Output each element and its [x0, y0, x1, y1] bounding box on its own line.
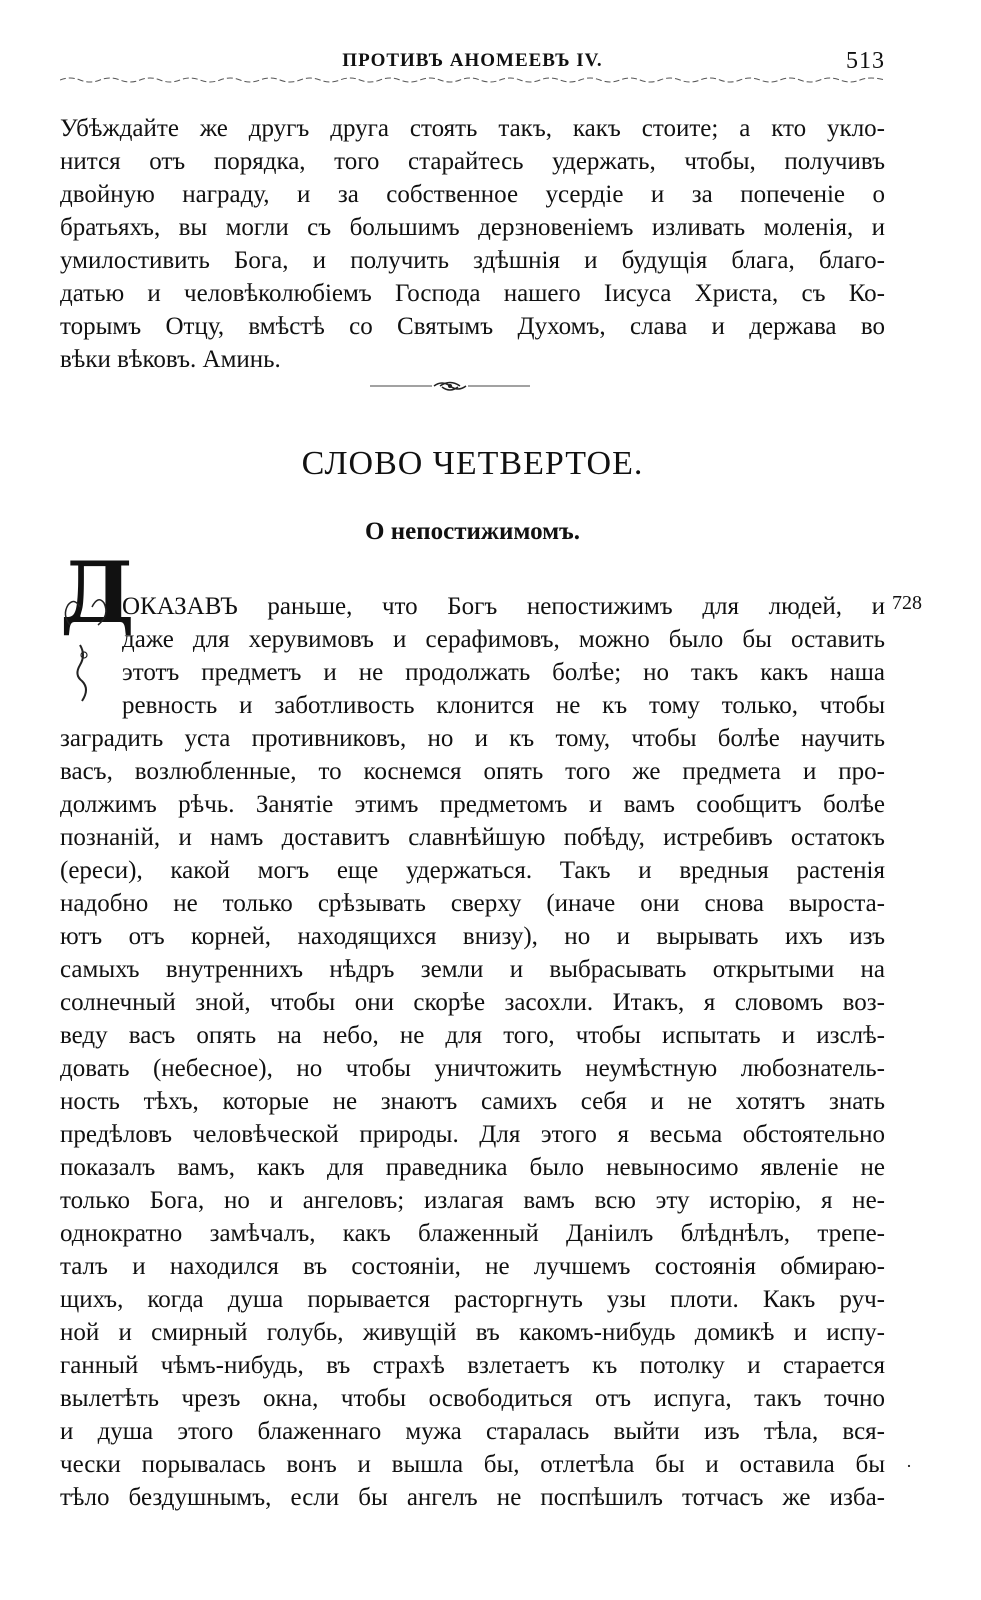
- text-line: ганный чѣмъ-нибудь, въ страхѣ взлетаетъ къ потолку и старается: [60, 1352, 885, 1379]
- dropcap-indented-lines: [122, 590, 885, 722]
- text-line: тѣло бездушнымъ, если бы ангелъ не поспѣшилъ тотчасъ же изба-: [60, 1484, 885, 1511]
- section-divider-ornament: [370, 379, 530, 393]
- dropcap-flourish-icon: [60, 555, 118, 705]
- text-line: Убѣждайте же другъ друга стоять такъ, какъ стоите; а кто укло-: [60, 115, 885, 142]
- text-line: датью и человѣколюбіемъ Господа нашего Іисуса Христа, съ Ко-: [60, 280, 885, 307]
- text-line: васъ, возлюбленные, то коснемся опять того же предмета и про-: [60, 758, 885, 785]
- dropcap-letter: Д: [60, 543, 135, 642]
- text-line: самыхъ внутреннихъ нѣдръ земли и выбрасывать открытыми на: [60, 956, 885, 983]
- text-line: братьяхъ, вы могли съ большимъ дерзновеніемъ изливать моленія, и: [60, 214, 885, 241]
- text-line: предѣловъ человѣческой природы. Для этого я весьма обстоятельно: [60, 1121, 885, 1148]
- text-line: ной и смирный голубь, живущій въ какомъ-нибудь домикѣ и испу-: [60, 1319, 885, 1346]
- text-line: солнечный зной, чтобы они скорѣе засохли. Итакъ, я словомъ воз-: [60, 989, 885, 1016]
- text-line: и душа этого блаженнаго мужа старалась выйти изъ тѣла, вся-: [60, 1418, 885, 1445]
- text-line: должимъ рѣчь. Занятіе этимъ предметомъ и вамъ сообщитъ болѣе: [60, 791, 885, 818]
- text-line: (ереси), какой могъ еще удержаться. Такъ и вредныя растенія: [60, 857, 885, 884]
- margin-dot-mark: ·: [906, 1456, 912, 1476]
- text-line: ОКАЗАВЪ раньше, что Богъ непостижимъ для людей, и: [122, 593, 885, 620]
- text-line: нится отъ порядка, того старайтесь удержать, чтобы, получивъ: [60, 148, 885, 175]
- text-line: ревность и заботливость клонится не къ тому только, чтобы: [122, 692, 885, 719]
- running-title: ПРОТИВЪ АНОМЕЕВЪ IV.: [342, 50, 603, 71]
- text-line: однократно замѣчалъ, какъ блаженный Даніилъ блѣднѣлъ, трепе-: [60, 1220, 885, 1247]
- text-line: щихъ, когда душа порывается расторгнуть узы плоти. Какъ руч-: [60, 1286, 885, 1313]
- text-line: торымъ Отцу, вмѣстѣ со Святымъ Духомъ, слава и держава во: [60, 313, 885, 340]
- text-line: умилостивить Бога, и получить здѣшнія и будущія блага, благо-: [60, 247, 885, 274]
- text-line: вѣки вѣковъ. Аминь.: [60, 346, 281, 373]
- decorative-dropcap: [60, 543, 135, 705]
- running-head: [60, 40, 885, 80]
- text-line: познаній, и намъ доставитъ славнѣйшую побѣду, истребивъ остатокъ: [60, 824, 885, 851]
- page-number: 513: [846, 48, 885, 74]
- text-line: талъ и находился въ состояніи, не лучшемъ состоянія обмираю-: [60, 1253, 885, 1280]
- section-title: СЛОВО ЧЕТВЕРТОЕ.: [301, 445, 644, 482]
- main-paragraph: [60, 722, 885, 1514]
- text-line: довать (небесное), но чтобы уничтожить неумѣстную любознатель-: [60, 1055, 885, 1082]
- text-line: показалъ вамъ, какъ для праведника было невыносимо явленіе не: [60, 1154, 885, 1181]
- section-subtitle: О непостижимомъ.: [365, 518, 580, 545]
- text-line: чески порывалась вонъ и вышла бы, отлетѣла бы и оставила бы: [60, 1451, 885, 1478]
- text-line: вылетѣть чрезъ окна, чтобы освободиться отъ испуга, такъ точно: [60, 1385, 885, 1412]
- closing-paragraph: [60, 112, 885, 376]
- text-line: надобно не только срѣзывать сверху (иначе они снова выроста-: [60, 890, 885, 917]
- text-line: даже для херувимовъ и серафимовъ, можно было бы оставить: [122, 626, 885, 653]
- text-line: веду васъ опять на небо, не для того, чтобы испытать и изслѣ-: [60, 1022, 885, 1049]
- text-line: двойную награду, и за собственное усердіе и за попеченіе о: [60, 181, 885, 208]
- text-line: только Бога, но и ангеловъ; излагая вамъ всю эту исторію, я не-: [60, 1187, 885, 1214]
- margin-reference-number: 728: [892, 592, 922, 614]
- text-line: этотъ предметъ и не продолжать болѣе; но такъ какъ наша: [122, 659, 885, 686]
- text-line: заградить уста противниковъ, но и къ тому, чтобы болѣе научить: [60, 725, 885, 752]
- text-line: ность тѣхъ, которые не знаютъ самихъ себя и не хотятъ знать: [60, 1088, 885, 1115]
- text-line: ютъ отъ корней, находящихся внизу), но и вырывать ихъ изъ: [60, 923, 885, 950]
- header-wavy-rule: [60, 76, 885, 84]
